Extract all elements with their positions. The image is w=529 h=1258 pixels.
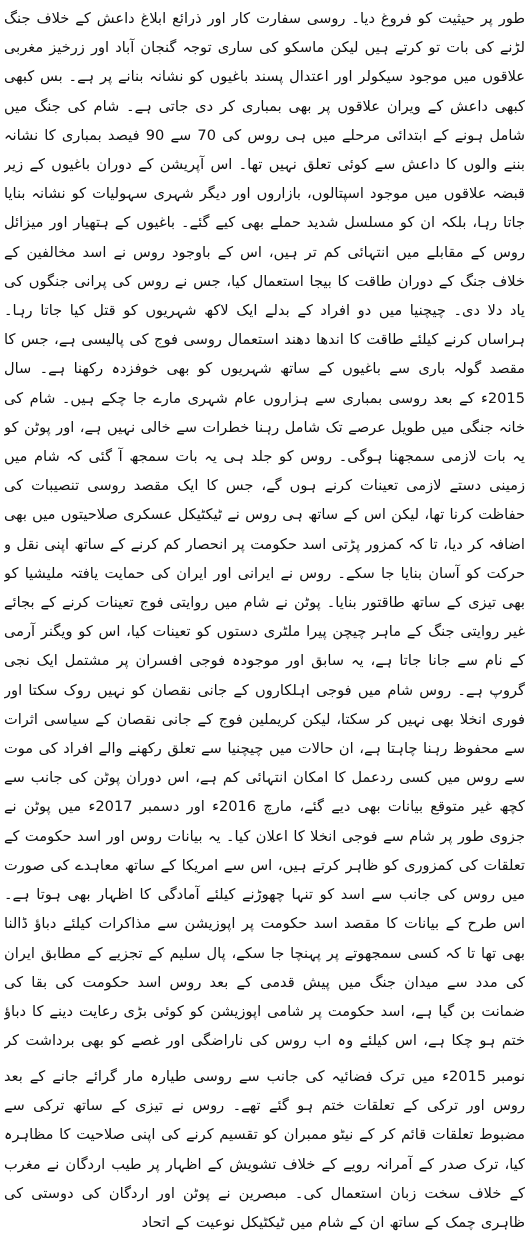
article-paragraph: نومبر 2015ء میں ترک فضائیہ کی جانب سے روسی طیارہ مار گرائے جانے کے بعد روس اور ترکی کے تعلقات ختم ہو گئے تھے۔ روس نے تیزی کے ساتھ ترکی سے مضبوط تعلقات قائم کر کے نیٹو ممبران کو تقسیم کرنے کی اپنی صلاحیت کا مظاہرہ کیا، ترک صدر کے آمرانہ رویے کے خلاف تشویش کے اظہار پر طیب اردگان نے مغرب کے خلاف سخت زبان استعمال کی۔ مبصرین نے پوٹن اور اردگان کی دوستی کی ظاہری چمک کے ساتھ ان کے شام میں ٹیکٹیکل نوعیت کے اتحاد bbox=[4, 1068, 525, 1232]
article-page bbox=[4, 4, 525, 1254]
article-paragraph: طور پر حیثیت کو فروغ دیا۔ روسی سفارت کار اور ذرائع ابلاغ داعش کے خلاف جنگ لڑنے کی بات تو کرتے ہیں لیکن ماسکو کی ساری توجہ گنجان آباد اور زرخیز مغربی علاقوں میں موجود سیکولر اور اعتدال پسند باغیوں کو نشانہ بنانے پر ہے۔ بس کبھی کبھی داعش کے ویران علاقوں پر بھی بمباری کر دی جاتی ہے۔ شام کی جنگ میں شامل ہونے کے ابتدائی مرحلے میں ہی روس کی 70 سے 90 فیصد بمباری کا نشانہ بننے والوں کا داعش سے کوئی تعلق نہیں تھا۔ اس آپریشن کے دوران باغیوں کے زیر قبضہ علاقوں میں موجود اسپتالوں، بازاروں اور دیگر شہری سہولیات کو نشانہ بنایا جاتا رہا، بلکہ ان کو مسلسل شدید حملے بھی کیے گئے۔ باغیوں کے ہتھیار اور میزائل روس کے مقابلے میں انتہائی کم تر ہیں، اس کے باوجود روس نے اسد مخالفین کے خلاف جنگ کے دوران طاقت کا بیجا استعمال کیا، جس نے روس کی پرانی جنگوں کی یاد دلا دی۔ چیچنیا میں دو افراد کے بدلے ایک لاکھ شہریوں کو قتل کیا جاتا رہا۔ ہراساں کرنے کیلئے طاقت کا اندھا دھند استعمال روسی فوج کی پالیسی ہے، جس کا مقصد گولہ باری سے باغیوں کے ساتھ شہریوں کو بھی خوفزدہ رکھنا ہے۔ سال 2015ء کے بعد روسی بمباری سے ہزاروں عام شہری مارے جا چکے ہیں۔ شام کی خانہ جنگی میں طویل عرصے تک شامل رہنا خطرات سے خالی نہیں ہے، اور پوٹن کو یہ بات لازمی سمجھنا ہوگی۔ روس کو جلد ہی یہ بات سمجھ آ گئی کہ شام میں زمینی دستے لازمی تعینات کرنے ہوں گے، جس کا ایک مقصد روسی تنصیبات کی حفاظت کرنا تھا، لیکن اس کے ساتھ ہی روس نے ٹیکٹیکل عسکری صلاحیتوں میں بھی اضافہ کر دیا، تا کہ کمزور پڑتی اسد حکومت پر انحصار کم کرنے کے ساتھ اپنی نقل و حرکت کو آسان بنایا جا سکے۔ روس نے ایرانی اور ایران کی حمایت یافتہ ملیشیا کو بھی تیزی کے ساتھ طاقتور بنایا۔ پوٹن نے شام میں روایتی فوج تعینات کرنے کے بجائے غیر روایتی جنگ کے ماہر چیچن پیرا ملٹری دستوں کو تعینات کیا، اس کو ویگنر آرمی کے نام سے جانا جاتا ہے، یہ سابق اور موجودہ فوجی افسران پر مشتمل ایک نجی گروپ ہے۔ روس شام میں فوجی اہلکاروں کے جانی نقصان کو نہیں روک سکتا اور فوری انخلا بھی نہیں کر سکتا، لیکن کریملین فوج کے جانی نقصان کے سیاسی اثرات سے محفوظ رہنا چاہتا ہے، ان حالات میں چیچنیا سے تعلق رکھنے والے افراد کی موت سے روس میں کسی ردعمل کا امکان انتہائی کم ہے، اس دوران پوٹن کی جانب سے کچھ غیر متوقع بیانات بھی دیے گئے، مارچ 2016ء اور دسمبر 2017ء میں پوٹن نے جزوی طور پر شام سے فوجی انخلا کا اعلان کیا۔ یہ بیانات روس اور اسد حکومت کے تعلقات کی کمزوری کو ظاہر کرتے ہیں، اس سے امریکا کے ساتھ معاہدے کی صورت میں روس کی جانب سے اسد کو تنہا چھوڑنے کیلئے آمادگی کا اظہار بھی ہوتا ہے۔ اس طرح کے بیانات کا مقصد اسد حکومت پر اپوزیشن سے مذاکرات کیلئے دباؤ ڈالنا بھی تھا تا کہ کسی سمجھوتے پر پہنچا جا سکے، پال سلیم کے تجزیے کے مطابق ایران کی مدد سے میدان جنگ میں پیش قدمی کے بعد روس اسد حکومت کی بقا کی ضمانت بن گیا ہے، اسد حکومت پر شامی اپوزیشن کو کوئی بڑی رعایت دینے کا دباؤ ختم ہو چکا ہے، اس کیلئے وہ اب روس کی ناراضگی اور غصے کو بھی برداشت کر bbox=[4, 10, 525, 1050]
